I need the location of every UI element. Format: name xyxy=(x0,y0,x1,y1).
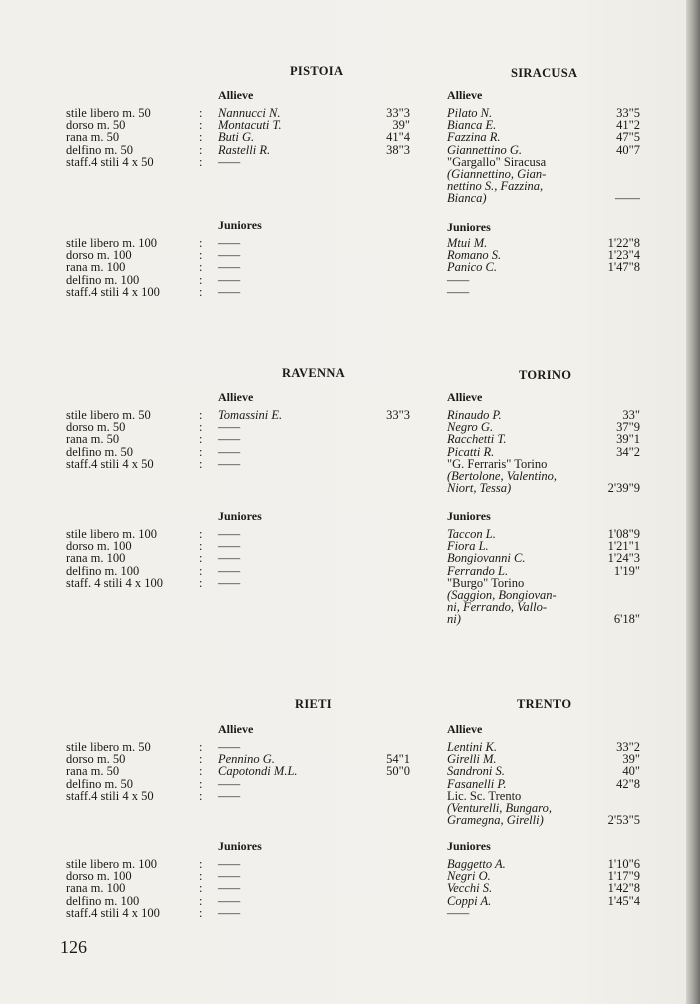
city-title: RIETI xyxy=(295,697,332,711)
swimmer-name: Bongiovanni C. xyxy=(447,551,526,566)
colon: : xyxy=(199,857,203,871)
time-column xyxy=(360,741,410,778)
time: 40"7 xyxy=(616,142,640,157)
colon: : xyxy=(199,893,203,908)
swimmer-name: Pennino G. xyxy=(218,752,275,767)
swimmer-name: Coppi A. xyxy=(447,893,492,908)
swimmer-name: —— xyxy=(218,420,241,435)
time: 33"2 xyxy=(616,740,640,754)
colon: : xyxy=(199,130,203,145)
event-label: delfino m. 50 xyxy=(66,142,134,157)
relay-members: Bianca) xyxy=(447,191,487,206)
swimmer-name: —— xyxy=(447,284,470,299)
relay-club: "G. Ferraris" Torino xyxy=(447,456,548,471)
time-column xyxy=(590,409,640,494)
event-label: delfino m. 100 xyxy=(66,272,140,287)
category-heading: Juniores xyxy=(447,220,491,234)
relay-members: ni, Ferrando, Vallo- xyxy=(447,600,547,615)
category-heading: Juniores xyxy=(447,839,491,853)
time-column xyxy=(360,409,410,421)
swimmer-names xyxy=(218,528,240,589)
time: 1'17"9 xyxy=(607,869,640,884)
event-labels xyxy=(66,409,154,470)
event-label: rana m. 100 xyxy=(66,881,126,896)
event-label: rana m. 100 xyxy=(66,260,126,275)
swimmer-name: —— xyxy=(218,272,241,287)
swimmer-name: —— xyxy=(218,260,241,275)
event-label: delfino m. 100 xyxy=(66,893,140,908)
time: 37"9 xyxy=(616,420,640,435)
time: 38"3 xyxy=(386,142,410,157)
swimmer-name: —— xyxy=(447,272,470,287)
event-label: delfino m. 50 xyxy=(66,444,134,459)
swimmer-name: Montacuti T. xyxy=(218,118,282,133)
event-label: stile libero m. 100 xyxy=(66,527,157,541)
event-labels xyxy=(66,237,160,298)
swimmer-name: —— xyxy=(218,154,241,169)
swimmer-name: Fazzina R. xyxy=(447,130,501,145)
colon: : xyxy=(199,248,203,263)
category-heading: Juniores xyxy=(218,839,262,853)
event-label: dorso m. 100 xyxy=(66,539,132,554)
category-heading: Allieve xyxy=(447,722,483,736)
swimmer-name: Romano S. xyxy=(447,248,502,263)
time-column xyxy=(590,741,640,826)
city-title: PISTOIA xyxy=(290,64,344,78)
time: 1'47"8 xyxy=(607,260,640,275)
swimmer-name: —— xyxy=(218,788,241,803)
swimmer-name: Pilato N. xyxy=(447,106,493,120)
colon: : xyxy=(199,575,203,590)
time: —— xyxy=(615,191,640,206)
swimmer-name: —— xyxy=(218,575,241,590)
relay-members: (Saggion, Bongiovan- xyxy=(447,587,557,602)
swimmer-name: —— xyxy=(218,284,241,299)
time: 50"0 xyxy=(386,764,410,779)
time: 39" xyxy=(392,118,410,133)
event-label: rana m. 50 xyxy=(66,764,120,779)
colon: : xyxy=(199,764,203,779)
page-edge xyxy=(686,0,700,1004)
swimmer-name: —— xyxy=(218,248,241,263)
event-label: stile libero m. 100 xyxy=(66,857,157,871)
time: 39" xyxy=(622,752,640,767)
swimmer-names xyxy=(447,409,557,494)
time: 1'10"6 xyxy=(607,857,640,871)
swimmer-names xyxy=(218,409,282,470)
colon-column xyxy=(199,107,202,168)
colon: : xyxy=(199,106,203,120)
swimmer-name: Baggetto A. xyxy=(447,857,506,871)
time: 33" xyxy=(622,408,640,422)
time: 40" xyxy=(622,764,640,779)
colon: : xyxy=(199,881,203,896)
colon: : xyxy=(199,456,203,471)
swimmer-name: —— xyxy=(218,857,241,871)
colon-column xyxy=(199,237,202,298)
swimmer-name: Lentini K. xyxy=(447,740,498,754)
city-title: TORINO xyxy=(519,368,572,382)
colon-column xyxy=(199,858,202,919)
colon-column xyxy=(199,741,202,802)
time: 1'08"9 xyxy=(607,527,640,541)
city-title: SIRACUSA xyxy=(511,66,578,80)
time: 39"1 xyxy=(616,432,640,447)
time-column xyxy=(360,107,410,156)
swimmer-name: Negri O. xyxy=(447,869,491,884)
event-labels xyxy=(66,858,160,919)
relay-club: "Burgo" Torino xyxy=(447,575,525,590)
time: 33"3 xyxy=(386,106,410,120)
colon: : xyxy=(199,420,203,435)
event-label: stile libero m. 50 xyxy=(66,408,151,422)
colon-column xyxy=(199,409,202,470)
event-label: dorso m. 50 xyxy=(66,752,126,767)
colon: : xyxy=(199,272,203,287)
colon: : xyxy=(199,432,203,447)
colon: : xyxy=(199,408,203,422)
swimmer-names xyxy=(218,741,298,802)
time: 33"3 xyxy=(386,408,410,422)
colon: : xyxy=(199,527,203,541)
colon-column xyxy=(199,528,202,589)
swimmer-name: Giannettino G. xyxy=(447,142,522,157)
swimmer-name: —— xyxy=(218,539,241,554)
colon: : xyxy=(199,551,203,566)
swimmer-name: —— xyxy=(218,869,241,884)
category-heading: Allieve xyxy=(447,390,483,404)
swimmer-name: —— xyxy=(218,432,241,447)
city-title: RAVENNA xyxy=(282,366,345,380)
swimmer-names xyxy=(447,528,557,626)
swimmer-name: Capotondi M.L. xyxy=(218,764,298,779)
swimmer-name: —— xyxy=(218,905,241,920)
colon: : xyxy=(199,260,203,275)
event-label: stile libero m. 100 xyxy=(66,236,157,250)
swimmer-names xyxy=(218,858,240,919)
time: 42"8 xyxy=(616,776,640,791)
swimmer-name: Mtui M. xyxy=(447,236,488,250)
time: 1'21"1 xyxy=(607,539,640,554)
swimmer-name: —— xyxy=(218,740,241,754)
swimmer-name: Panico C. xyxy=(447,260,497,275)
event-label: delfino m. 100 xyxy=(66,563,140,578)
colon: : xyxy=(199,905,203,920)
colon: : xyxy=(199,154,203,169)
time: 34"2 xyxy=(616,444,640,459)
swimmer-names xyxy=(447,741,552,826)
time: 1'23"4 xyxy=(607,248,640,263)
swimmer-name: Rinaudo P. xyxy=(447,408,502,422)
relay-club: Lic. Sc. Trento xyxy=(447,788,522,803)
event-label: rana m. 50 xyxy=(66,432,120,447)
event-label: staff.4 stili 4 x 50 xyxy=(66,788,154,803)
swimmer-name: Bianca E. xyxy=(447,118,497,133)
page-number: 126 xyxy=(60,937,87,957)
swimmer-name: —— xyxy=(218,893,241,908)
category-heading: Juniores xyxy=(218,218,262,232)
swimmer-names xyxy=(218,107,282,168)
event-label: staff. 4 stili 4 x 100 xyxy=(66,575,163,590)
category-heading: Allieve xyxy=(218,88,254,102)
swimmer-name: —— xyxy=(447,905,470,920)
swimmer-name: Racchetti T. xyxy=(447,432,507,447)
colon: : xyxy=(199,284,203,299)
time-column xyxy=(590,858,640,907)
swimmer-name: —— xyxy=(218,881,241,896)
time-column xyxy=(590,107,640,205)
time: 1'19" xyxy=(613,563,640,578)
colon: : xyxy=(199,788,203,803)
relay-members: (Venturelli, Bungaro, xyxy=(447,800,552,815)
category-heading: Juniores xyxy=(447,509,491,523)
time: 33"5 xyxy=(616,106,640,120)
time-column xyxy=(590,237,640,274)
colon: : xyxy=(199,539,203,554)
swimmer-name: Ferrando L. xyxy=(447,563,509,578)
time: 41"4 xyxy=(386,130,410,145)
swimmer-name: Taccon L. xyxy=(447,527,496,541)
relay-members: (Giannettino, Gian- xyxy=(447,166,547,181)
swimmer-name: Negro G. xyxy=(447,420,494,435)
colon: : xyxy=(199,740,203,754)
time: 47"5 xyxy=(616,130,640,145)
relay-members: Niort, Tessa) xyxy=(447,481,512,496)
swimmer-name: Girelli M. xyxy=(447,752,497,767)
event-label: dorso m. 100 xyxy=(66,248,132,263)
time: 54"1 xyxy=(386,752,410,767)
swimmer-name: —— xyxy=(218,776,241,791)
swimmer-name: —— xyxy=(218,236,241,250)
swimmer-name: —— xyxy=(218,563,241,578)
event-label: delfino m. 50 xyxy=(66,776,134,791)
swimmer-names xyxy=(218,237,240,298)
time: 1'42"8 xyxy=(607,881,640,896)
colon: : xyxy=(199,236,203,250)
swimmer-name: —— xyxy=(218,551,241,566)
event-labels xyxy=(66,741,154,802)
event-label: staff.4 stili 4 x 100 xyxy=(66,905,160,920)
category-heading: Allieve xyxy=(218,722,254,736)
swimmer-name: —— xyxy=(218,444,241,459)
relay-members: ni) xyxy=(447,612,461,627)
colon: : xyxy=(199,563,203,578)
city-title: TRENTO xyxy=(517,697,572,711)
colon: : xyxy=(199,776,203,791)
time: 1'45"4 xyxy=(607,893,640,908)
time-column xyxy=(590,528,640,626)
relay-club: "Gargallo" Siracusa xyxy=(447,154,547,169)
event-labels xyxy=(66,107,154,168)
time: 1'22"8 xyxy=(607,236,640,250)
event-label: dorso m. 50 xyxy=(66,420,126,435)
swimmer-name: Sandroni S. xyxy=(447,764,505,779)
category-heading: Allieve xyxy=(447,88,483,102)
time: 1'24"3 xyxy=(607,551,640,566)
swimmer-name: Tomassini E. xyxy=(218,408,283,422)
event-labels xyxy=(66,528,163,589)
colon: : xyxy=(199,444,203,459)
event-label: dorso m. 50 xyxy=(66,118,126,133)
swimmer-name: —— xyxy=(218,456,241,471)
event-label: staff.4 stili 4 x 100 xyxy=(66,284,160,299)
swimmer-name: Nannucci N. xyxy=(218,106,281,120)
event-label: staff.4 stili 4 x 50 xyxy=(66,154,154,169)
event-label: rana m. 100 xyxy=(66,551,126,566)
category-heading: Juniores xyxy=(218,509,262,523)
time: 2'53"5 xyxy=(607,813,640,828)
category-heading: Allieve xyxy=(218,390,254,404)
colon: : xyxy=(199,752,203,767)
swimmer-name: Rastelli R. xyxy=(218,142,271,157)
relay-members: Gramegna, Girelli) xyxy=(447,813,544,828)
swimmer-name: Picatti R. xyxy=(447,444,495,459)
swimmer-names xyxy=(447,858,506,919)
swimmer-names xyxy=(447,107,546,205)
event-label: stile libero m. 50 xyxy=(66,106,151,120)
time: 41"2 xyxy=(616,118,640,133)
event-label: staff.4 stili 4 x 50 xyxy=(66,456,154,471)
swimmer-name: Vecchi S. xyxy=(447,881,493,896)
time: 2'39"9 xyxy=(607,481,640,496)
relay-members: (Bertolone, Valentino, xyxy=(447,468,558,483)
swimmer-name: Fasanelli P. xyxy=(447,776,507,791)
colon: : xyxy=(199,869,203,884)
colon: : xyxy=(199,118,203,133)
event-label: rana m. 50 xyxy=(66,130,120,145)
swimmer-name: —— xyxy=(218,527,241,541)
time: 6'18" xyxy=(613,612,640,627)
relay-members: nettino S., Fazzina, xyxy=(447,179,544,194)
swimmer-name: Fiora L. xyxy=(447,539,489,554)
swimmer-names xyxy=(447,237,501,298)
colon: : xyxy=(199,142,203,157)
swimmer-name: Buti G. xyxy=(218,130,255,145)
event-label: stile libero m. 50 xyxy=(66,740,151,754)
event-label: dorso m. 100 xyxy=(66,869,132,884)
